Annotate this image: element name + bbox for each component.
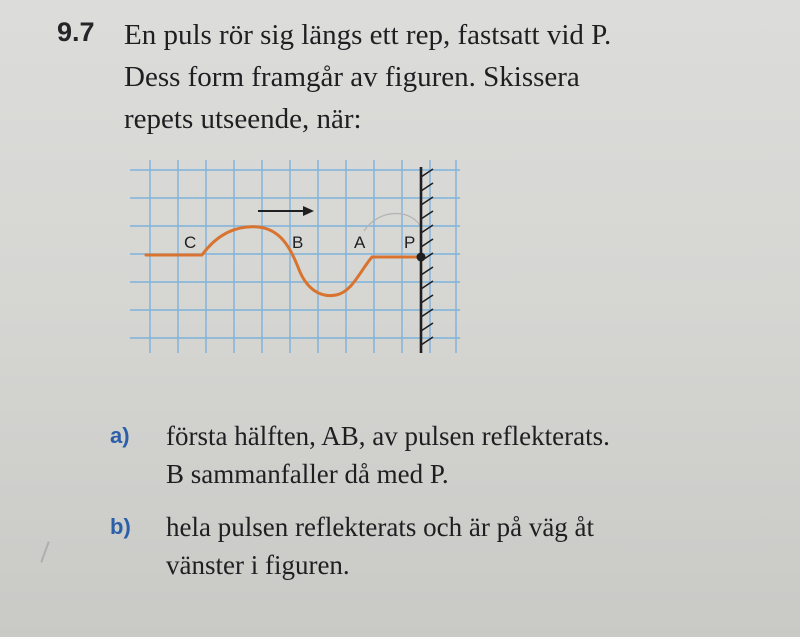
point-p-dot bbox=[417, 253, 426, 262]
label-a: A bbox=[354, 233, 366, 252]
pulse-figure bbox=[120, 155, 470, 360]
label-b: B bbox=[292, 233, 304, 252]
exercise-prompt bbox=[124, 14, 724, 140]
exercise-number: 9.7 bbox=[57, 17, 95, 47]
item-text bbox=[166, 417, 610, 493]
direction-arrow bbox=[258, 206, 314, 216]
item-line: vänster i figuren. bbox=[166, 550, 350, 580]
item-line: B sammanfaller då med P. bbox=[166, 459, 449, 489]
item-text bbox=[166, 508, 594, 584]
item-line: första hälften, AB, av pulsen reflekterats. bbox=[166, 421, 610, 451]
pencil-mark bbox=[40, 541, 49, 562]
pencil-sketch bbox=[364, 213, 422, 231]
label-c: C bbox=[184, 233, 197, 252]
item-line: hela pulsen reflekterats och är på väg åt bbox=[166, 512, 595, 542]
prompt-line: Dess form framgår av figuren. Skissera bbox=[124, 61, 580, 93]
item-letter: a) bbox=[110, 423, 130, 448]
item-letter: b) bbox=[110, 514, 131, 539]
label-p: P bbox=[404, 233, 416, 252]
prompt-line: repets utseende, när: bbox=[124, 103, 362, 135]
prompt-line: En puls rör sig längs ett rep, fastsatt vid P. bbox=[124, 19, 612, 51]
